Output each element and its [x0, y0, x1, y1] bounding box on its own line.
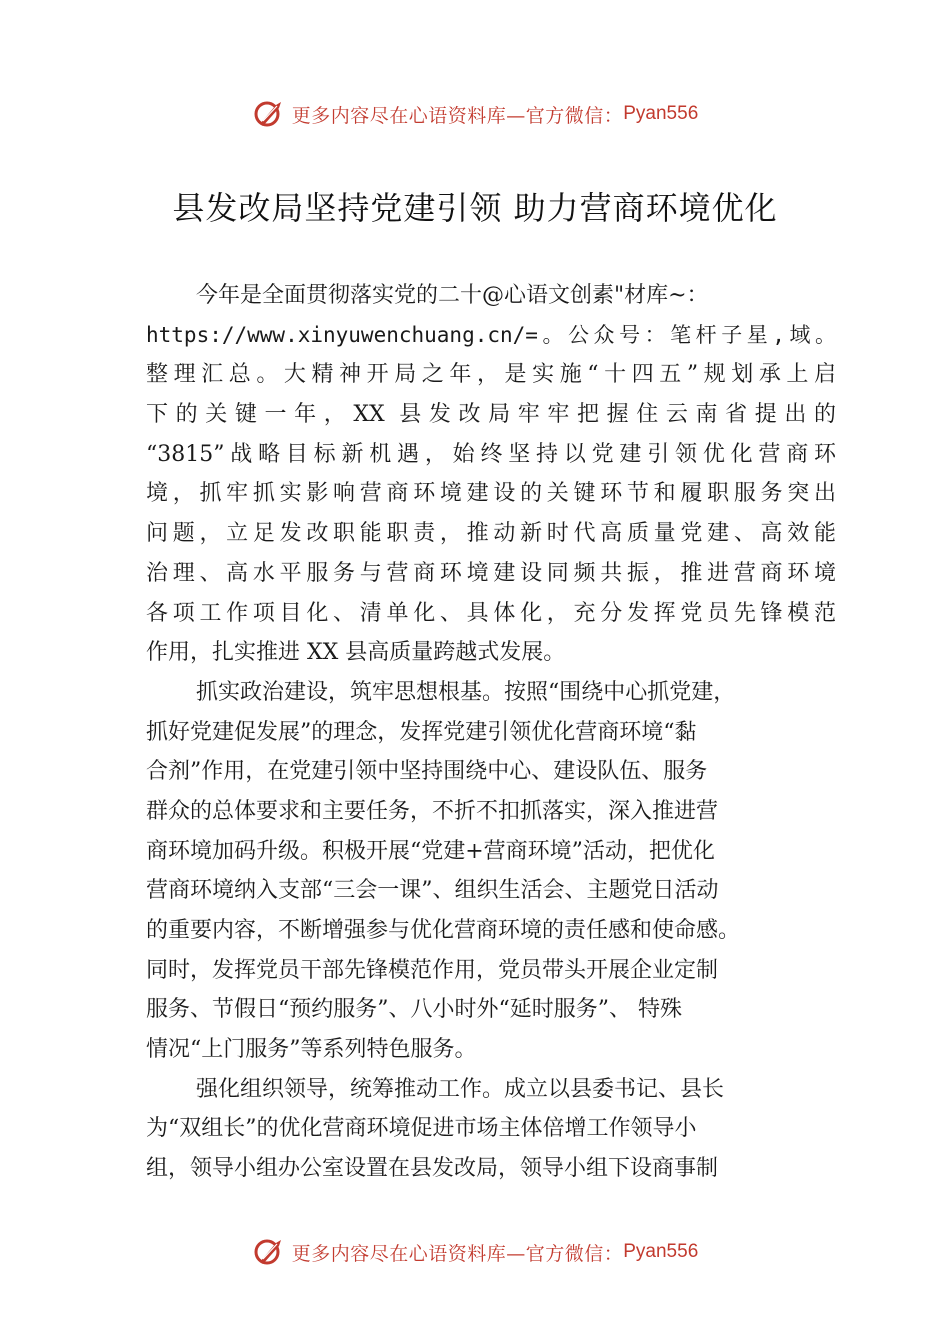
text-line: 情况“上门服务”等系列特色服务。 [146, 1037, 477, 1063]
header-banner [0, 94, 950, 134]
banner-brand-text: 更多内容尽在心语资料库— [291, 1242, 526, 1265]
banner-wechat-id: Pyan556 [623, 1241, 699, 1262]
text-line: 治理、高水平服务与营商环境建设同频共振，推进营商环境 [146, 560, 836, 586]
text-line: 商环境加码升级。积极开展“党建+营商环境”活动，把优化 [146, 838, 715, 864]
text-line: 营商环境纳入支部“三会一课”、组织生活会、主题党日活动 [146, 878, 719, 904]
text-line: 下的关键一年，XX 县发改局牢牢把握住云南省提出的 [146, 402, 836, 428]
footer-banner [0, 1232, 950, 1272]
paragraph-1 [146, 276, 836, 673]
text-line: 组，领导小组办公室设置在县发改局，领导小组下设商事制 [146, 1156, 719, 1182]
quill-pen-logo-icon [252, 97, 286, 131]
text-line: 境，抓牢抓实影响营商环境建设的关键环节和履职服务突出 [146, 481, 836, 507]
text-line: https://www.xinyuwenchuang.cn/=。公众号：笔杆子星,域。 [146, 322, 836, 347]
text-line: 服务、节假日“预约服务”、八小时外“延时服务”、 特殊 [146, 997, 682, 1023]
text-line: 合剂”作用，在党建引领中坚持围绕中心、建设队伍、服务 [146, 759, 708, 785]
banner-wechat-label: 官方微信： [525, 1242, 624, 1265]
paragraph-3 [146, 1070, 836, 1189]
banner-wechat-label: 官方微信： [525, 104, 624, 127]
paragraph-2 [146, 673, 836, 1070]
text-line: 作用，扎实推进 XX 县高质量跨越式发展。 [146, 640, 566, 666]
text-line: 为“双组长”的优化营商环境促进市场主体倍增工作领导小 [146, 1116, 697, 1142]
document-title: 县发改局坚持党建引领 助力营商环境优化 [172, 189, 778, 227]
text-line: 抓实政治建设，筑牢思想根基。按照“围绕中心抓党建， [196, 679, 736, 705]
text-line: 群众的总体要求和主要任务，不折不扣抓落实，深入推进营 [146, 798, 719, 824]
document-body [146, 276, 836, 1189]
banner-wechat-id: Pyan556 [623, 103, 699, 124]
text-line: 抓好党建促发展”的理念，发挥党建引领优化营商环境“黏 [146, 719, 697, 745]
text-line: 同时，发挥党员干部先锋模范作用，党员带头开展企业定制 [146, 957, 719, 983]
text-line: 的重要内容，不断增强参与优化营商环境的责任感和使命感。 [146, 918, 741, 943]
banner-brand-text: 更多内容尽在心语资料库— [291, 104, 526, 127]
text-line: 今年是全面贯彻落实党的二十@心语文创素"材库~： [196, 283, 709, 308]
text-line: 各项工作项目化、清单化、具体化，充分发挥党员先锋模范 [146, 600, 836, 626]
quill-pen-logo-icon [252, 1235, 286, 1269]
text-line: 问题，立足发改职能职责，推动新时代高质量党建、高效能 [146, 521, 836, 547]
text-line: 整理汇总。大精神开局之年，是实施“十四五”规划承上启 [146, 362, 836, 388]
text-line: “3815”战略目标新机遇，始终坚持以党建引领优化营商环 [146, 441, 836, 467]
text-line: 强化组织领导，统筹推动工作。成立以县委书记、县长 [196, 1076, 725, 1102]
